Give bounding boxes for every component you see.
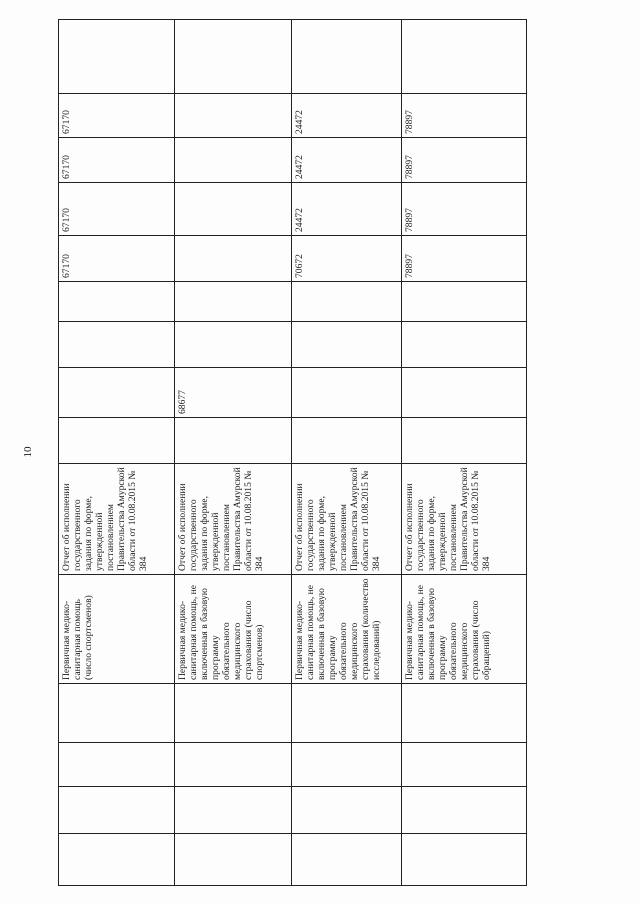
value-cell: 78897 xyxy=(402,236,527,282)
table-cell xyxy=(175,834,292,886)
value-cell: 24472 xyxy=(292,94,402,138)
table-cell xyxy=(175,322,292,368)
rotated-table-wrapper xyxy=(58,20,526,886)
table-cell xyxy=(175,684,292,743)
table-cell xyxy=(402,20,527,94)
report-cell: Отчет об исполнении государственного задания по форме, утвержденной постановлением Правительства Амурской области от 10.08.2015 № 384 xyxy=(402,464,527,575)
report-cell: Отчет об исполнении государственного задания по форме, утвержденной постановлением Правительства Амурской области от 10.08.2015 № 384 xyxy=(292,464,402,575)
table-cell xyxy=(59,834,175,886)
table-row xyxy=(59,20,175,886)
value-cell: 24472 xyxy=(292,183,402,236)
value-cell xyxy=(175,94,292,138)
table-cell xyxy=(292,787,402,834)
value-cell: 67170 xyxy=(59,236,175,282)
table-cell xyxy=(175,418,292,464)
table-cell xyxy=(175,20,292,94)
page-number: 10 xyxy=(22,446,34,458)
table-cell xyxy=(59,787,175,834)
service-cell: Первичная медико-санитарная помощь, не включенная в базовую программу обязательного медицинского страхования (число спортсменов) xyxy=(175,575,292,684)
table-cell xyxy=(59,20,175,94)
table-cell xyxy=(175,743,292,787)
table-row xyxy=(402,20,527,886)
value-cell: 70672 xyxy=(292,236,402,282)
service-cell: Первичная медико-санитарная помощь, не включенная в базовую программу обязательного медицинского страхования (количество исследований) xyxy=(292,575,402,684)
value-cell: 78897 xyxy=(402,138,527,183)
value-cell xyxy=(175,138,292,183)
service-cell: Первичная медико-санитарная помощь (число спортсменов) xyxy=(59,575,175,684)
table-cell xyxy=(59,684,175,743)
table-cell xyxy=(402,834,527,886)
value-cell: 67170 xyxy=(59,183,175,236)
value-cell xyxy=(292,368,402,418)
table-cell xyxy=(292,322,402,368)
value-cell: 67170 xyxy=(59,138,175,183)
table-cell xyxy=(402,322,527,368)
value-cell: 68677 xyxy=(175,368,292,418)
table-cell xyxy=(175,787,292,834)
value-cell xyxy=(59,368,175,418)
value-cell: 24472 xyxy=(292,138,402,183)
report-cell: Отчет об исполнении государственного задания по форме, утвержденной постановлением Правительства Амурской области от 10.08.2015 № 384 xyxy=(175,464,292,575)
value-cell: 67170 xyxy=(59,94,175,138)
table-cell xyxy=(402,787,527,834)
table-cell xyxy=(59,322,175,368)
value-cell: 78897 xyxy=(402,94,527,138)
value-cell xyxy=(175,183,292,236)
table-cell xyxy=(59,282,175,322)
table-cell xyxy=(402,418,527,464)
value-cell xyxy=(402,368,527,418)
value-cell xyxy=(175,236,292,282)
table-cell xyxy=(292,834,402,886)
table-row xyxy=(175,20,292,886)
table-cell xyxy=(175,282,292,322)
table-cell xyxy=(292,743,402,787)
value-cell: 78897 xyxy=(402,183,527,236)
table-cell xyxy=(402,684,527,743)
report-cell: Отчет об исполнении государственного задания по форме, утвержденной постановлением Правительства Амурской области от 10.08.2015 № 384 xyxy=(59,464,175,575)
table-cell xyxy=(402,743,527,787)
table-row xyxy=(292,20,402,886)
service-cell: Первичная медико-санитарная помощь, не включенная в базовую программу обязательного медицинского страхования (число обращений) xyxy=(402,575,527,684)
table-cell xyxy=(402,282,527,322)
report-table xyxy=(58,19,527,886)
table-cell xyxy=(59,418,175,464)
table-cell xyxy=(59,743,175,787)
table-cell xyxy=(292,282,402,322)
table-cell xyxy=(292,418,402,464)
table-cell xyxy=(292,20,402,94)
table-cell xyxy=(292,684,402,743)
